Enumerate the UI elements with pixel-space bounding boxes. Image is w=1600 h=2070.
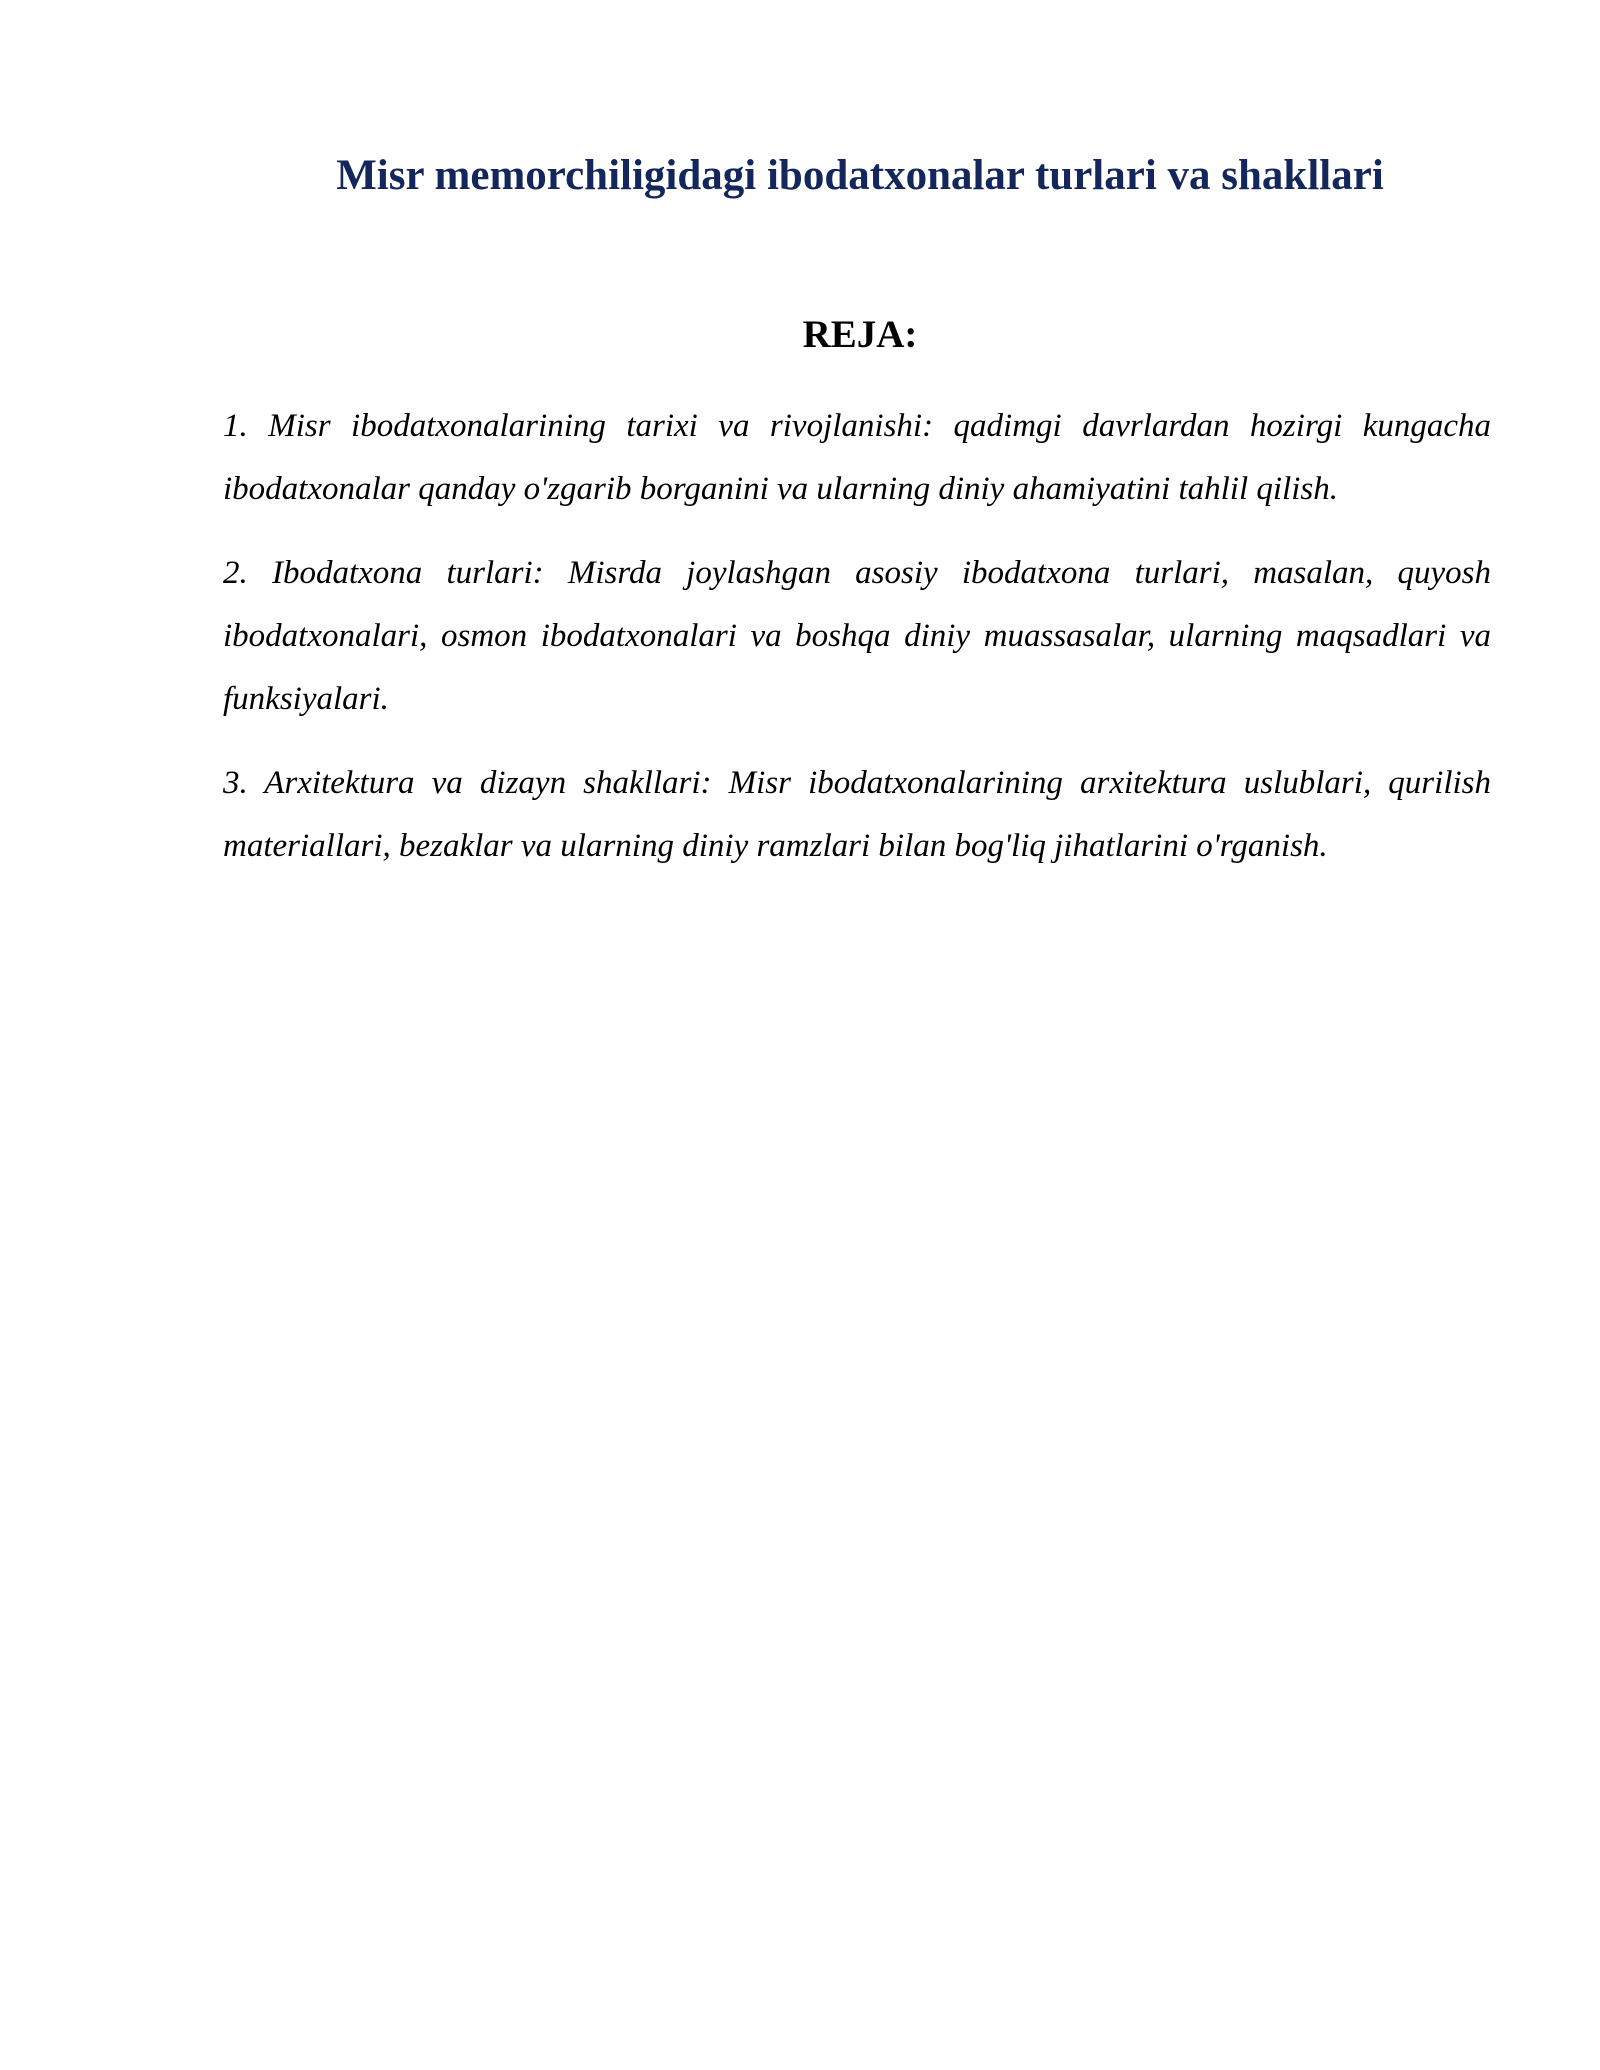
plan-item-3: 3. Arxitektura va dizayn shakllari: Misr ibodatxonalarining arxitektura uslublari, qurilish materiallari, bezaklar va ularning diniy ramzlari bilan bog'liq jihatlarini o'rganish.: [223, 765, 1491, 864]
plan-item-2: 2. Ibodatxona turlari: Misrda joylashgan asosiy ibodatxona turlari, masalan, quyosh ibodatxonalari, osmon ibodatxonalari va boshqa diniy muassasalar, ularning maqsadlari va funksiyalari.: [223, 555, 1491, 717]
plan-list: [223, 395, 1491, 899]
document-title: Misr memorchiligidagi ibodatxonalar turlari va shakllari: [336, 152, 1384, 199]
plan-item-1: 1. Misr ibodatxonalarining tarixi va rivojlanishi: qadimgi davrlardan hozirgi kungacha ibodatxonalar qanday o'zgarib borganini va ularning diniy ahamiyatini tahlil qilish.: [223, 408, 1491, 507]
plan-heading: REJA:: [802, 313, 918, 356]
